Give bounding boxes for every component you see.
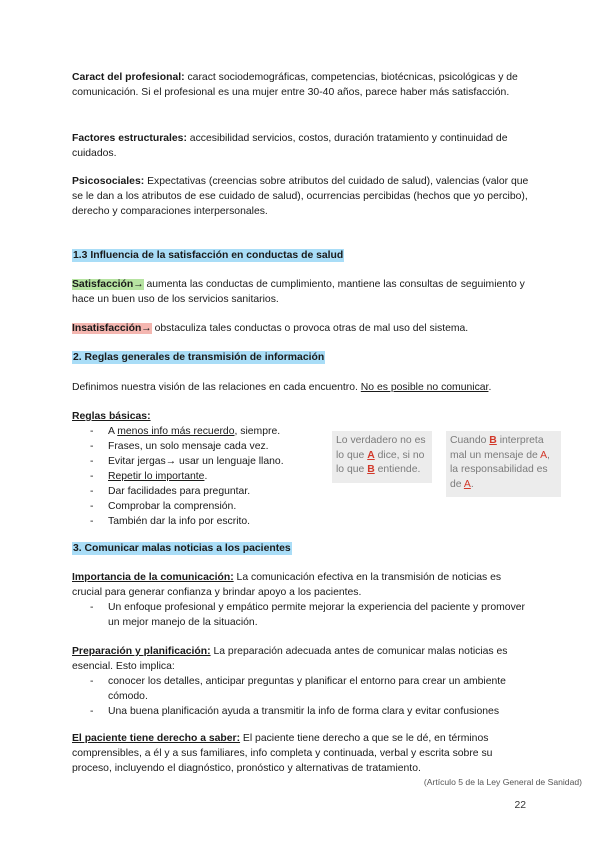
- list-item: - conocer los detalles, anticipar preguntas y planificar el entorno para crear un ambiente cómodo.: [72, 674, 532, 704]
- note2-mark-a-underlined: A: [463, 478, 471, 490]
- note1-mark-a: A: [367, 449, 375, 461]
- page-number: 22: [514, 800, 526, 811]
- satisfaccion-paragraph: [72, 277, 532, 307]
- list-item: - También dar la info por escrito.: [72, 514, 312, 529]
- importancia-text: La comunicación efectiva en la transmisión de noticias es crucial para generar confianza y brindar apoyo a los pacientes.: [72, 572, 502, 598]
- list-item: - Comprobar la comprensión.: [72, 499, 312, 514]
- note2-text-4: .: [470, 478, 474, 490]
- heading-3-text: 3. Comunicar malas noticias a los pacientes: [73, 543, 291, 554]
- item1-post: , siempre.: [234, 426, 281, 437]
- heading-3: [72, 541, 292, 556]
- factores-paragraph: [72, 131, 532, 161]
- note1-text-3: entiende.: [374, 464, 421, 476]
- note2-mark-a: A: [540, 449, 548, 461]
- note-interpreta: [446, 431, 561, 497]
- item4-post: .: [204, 471, 208, 482]
- citation: (Artículo 5 de la Ley General de Sanidad): [423, 777, 582, 787]
- section-2-intro: [72, 380, 542, 395]
- list-item: - Evitar jergas→ usar un lenguaje llano.: [72, 454, 312, 469]
- note2-text-3: , la responsabilidad es de: [450, 449, 550, 490]
- factores-text: accesibilidad servicios, costos, duración tratamiento y continuidad de cuidados.: [72, 133, 508, 159]
- psico-text: Expectativas (creencias sobre atributos del cuidado de salud), valencias (valor que se le dan a los atributos de ese cuidado de salud), ocurrencias percibidas (hechos que yo percibo), derecho y comparaciones interpersonales.: [72, 176, 529, 217]
- list-item: - Dar facilidades para preguntar.: [72, 484, 312, 499]
- note1-text-2: dice, si no lo que: [336, 449, 425, 476]
- insatisfaccion-paragraph: [72, 321, 542, 336]
- note1-text-1: Lo verdadero no es lo que: [336, 435, 426, 461]
- preparacion-paragraph: [72, 644, 532, 719]
- psico-label: Psicosociales:: [72, 176, 145, 187]
- factores-label: Factores estructurales:: [72, 133, 187, 144]
- note1-mark-b: B: [367, 464, 375, 476]
- intro-end: .: [488, 382, 492, 393]
- heading-1-3-text: 1.3 Influencia de la satisfacción en conductas de salud: [73, 250, 344, 261]
- note-verdadero: [332, 431, 432, 483]
- satisfaccion-label: Satisfacción: [72, 279, 134, 290]
- heading-2-text: 2. Reglas generales de transmisión de información: [73, 352, 325, 363]
- item4-underlined: Repetir lo importante: [108, 471, 205, 482]
- psico-paragraph: [72, 174, 532, 219]
- reglas-list: [72, 424, 312, 529]
- list-item: - Un enfoque profesional y empático permite mejorar la experiencia del paciente y promover un mejor manejo de la situación.: [72, 600, 532, 630]
- list-item: - Frases, un solo mensaje cada vez.: [72, 439, 312, 454]
- note2-text-1: Cuando: [450, 435, 490, 446]
- importancia-paragraph: [72, 570, 532, 630]
- insatisfaccion-arrow: →: [141, 323, 152, 334]
- importancia-label: Importancia de la comunicación:: [72, 572, 234, 583]
- item1-underlined: menos info más recuerdo: [117, 426, 235, 437]
- heading-1-3: [72, 248, 344, 263]
- insatisfaccion-text: obstaculiza tales conductas o provoca otras de mal uso del sistema.: [151, 323, 469, 334]
- insatisfaccion-label: Insatisfacción: [72, 323, 142, 334]
- satisfaccion-arrow: →: [133, 279, 144, 290]
- heading-2: [72, 350, 325, 365]
- intro-text: Definimos nuestra visión de las relaciones en cada encuentro.: [72, 382, 361, 393]
- note2-text-2: interpreta mal un mensaje de: [450, 435, 544, 461]
- reglas-label: Reglas básicas:: [72, 411, 151, 422]
- caract-paragraph: [72, 70, 532, 100]
- derecho-label: El paciente tiene derecho a saber:: [72, 733, 241, 744]
- derecho-text: El paciente tiene derecho a que se le dé, en términos comprensibles, a él y a sus familiares, info completa y continuada, verbal y escrita sobre su proceso, incluyendo el diagnóstico, pronóstico y alternativas de tratamiento.: [72, 733, 493, 774]
- preparacion-label: Preparación y planificación:: [72, 646, 211, 657]
- list-item: [72, 469, 312, 484]
- intro-underlined: No es posible no comunicar: [360, 382, 489, 393]
- preparacion-text: La preparación adecuada antes de comunicar malas noticias es esencial. Esto implica:: [72, 646, 508, 672]
- reglas-block: [72, 409, 312, 529]
- derecho-paragraph: [72, 731, 532, 776]
- item1-pre: A: [108, 426, 118, 437]
- list-item: - Una buena planificación ayuda a transmitir la info de forma clara y evitar confusiones: [72, 704, 532, 719]
- list-item: [72, 424, 312, 439]
- preparacion-list: [72, 674, 532, 719]
- caract-label: Caract del profesional:: [72, 72, 185, 83]
- note2-mark-b: B: [489, 435, 497, 446]
- importancia-list: [72, 600, 532, 630]
- satisfaccion-text: aumenta las conductas de cumplimiento, mantiene las consultas de seguimiento y hace un buen uso de los servicios sanitarios.: [72, 279, 525, 305]
- caract-text: caract sociodemográficas, competencias, biotécnicas, psicológicas y de comunicación. Si el profesional es una mujer entre 30-40 años, parece haber más satisfacción.: [72, 72, 518, 98]
